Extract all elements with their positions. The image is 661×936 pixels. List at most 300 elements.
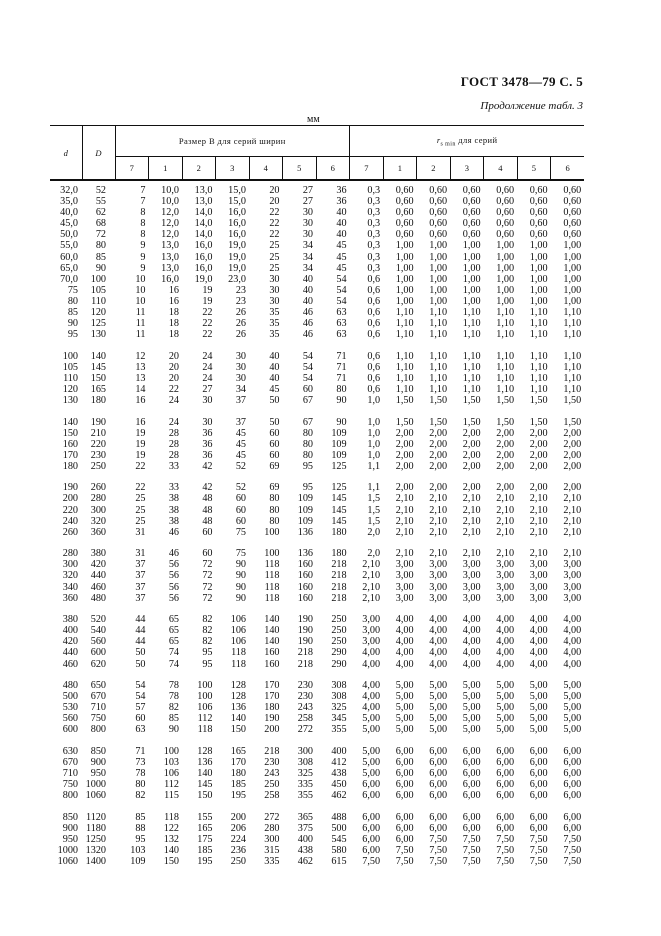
spacer-cell xyxy=(115,801,149,812)
table-cell: 100 xyxy=(264,548,280,560)
table-cell: 6,00 xyxy=(395,811,414,823)
table-cell: 1,10 xyxy=(462,361,481,373)
table-cell: 5,00 xyxy=(496,680,515,692)
series-header-row xyxy=(50,157,584,181)
spacer-cell xyxy=(350,472,384,483)
table-cell: 420 xyxy=(62,636,78,648)
table-cell: 22 xyxy=(269,218,280,230)
table-cell: 1,10 xyxy=(563,383,582,395)
table-cell: 200 xyxy=(62,493,78,505)
table-cell: 300 xyxy=(297,745,313,757)
spacer-cell xyxy=(383,604,417,615)
table-cell: 5,00 xyxy=(395,713,414,725)
table-cell: 545 xyxy=(331,834,347,846)
table-cell: 6,00 xyxy=(563,811,582,823)
table-row xyxy=(50,625,584,636)
table-cell: 8 xyxy=(140,218,146,230)
table-row xyxy=(50,285,584,296)
spacer-cell xyxy=(82,340,115,351)
table-cell: 1,00 xyxy=(563,295,582,307)
table-row xyxy=(50,296,584,307)
table-cell: 325 xyxy=(331,702,347,714)
table-cell: 60,0 xyxy=(60,251,78,263)
table-cell: 136 xyxy=(197,757,213,769)
table-cell: 6,00 xyxy=(429,822,448,834)
table-cell: 2,00 xyxy=(529,427,548,439)
table-cell: 2,00 xyxy=(496,427,515,439)
table-cell: 3,00 xyxy=(529,559,548,571)
table-cell: 6,00 xyxy=(429,745,448,757)
table-cell: 24 xyxy=(202,350,213,362)
table-cell: 0,60 xyxy=(529,218,548,230)
table-cell: 22 xyxy=(202,306,213,318)
spacer-cell xyxy=(82,604,115,615)
table-cell: 4,00 xyxy=(563,647,582,659)
table-cell: 71 xyxy=(336,372,347,384)
spacer-cell xyxy=(50,735,82,746)
table-cell: 72 xyxy=(202,581,213,593)
table-cell: 118 xyxy=(264,570,280,582)
table-cell: 2,00 xyxy=(395,427,414,439)
spacer-cell xyxy=(82,538,115,549)
table-cell: 2,00 xyxy=(462,449,481,461)
series-r-header: 4 xyxy=(484,157,518,181)
table-cell: 1,10 xyxy=(496,361,515,373)
table-cell: 4,00 xyxy=(362,691,381,703)
table-cell: 82 xyxy=(202,614,213,626)
table-cell: 5,00 xyxy=(496,713,515,725)
table-cell: 3,00 xyxy=(462,559,481,571)
table-row xyxy=(50,636,584,647)
table-cell: 136 xyxy=(297,548,313,560)
spacer-cell xyxy=(216,801,250,812)
spacer-cell xyxy=(484,604,518,615)
table-cell: 71 xyxy=(135,745,146,757)
table-cell: 2,10 xyxy=(429,493,448,505)
table-cell: 13 xyxy=(135,372,146,384)
table-cell: 10,0 xyxy=(161,185,179,197)
spacer-cell xyxy=(249,735,283,746)
table-cell: 1,00 xyxy=(429,273,448,285)
table-cell: 1,10 xyxy=(563,372,582,384)
table-cell: 6,00 xyxy=(395,790,414,802)
table-cell: 360 xyxy=(62,592,78,604)
table-cell: 6,00 xyxy=(462,790,481,802)
table-cell: 850 xyxy=(90,745,106,757)
table-cell: 1,0 xyxy=(367,427,381,439)
table-cell: 0,60 xyxy=(496,218,515,230)
table-cell: 0,6 xyxy=(367,383,381,395)
table-cell: 3,00 xyxy=(529,592,548,604)
table-cell: 120 xyxy=(90,306,106,318)
table-cell: 170 xyxy=(264,691,280,703)
table-cell: 54 xyxy=(135,691,146,703)
spacer-cell xyxy=(182,472,216,483)
table-cell: 1,10 xyxy=(429,306,448,318)
table-cell: 280 xyxy=(90,493,106,505)
table-cell: 6,00 xyxy=(462,811,481,823)
table-cell: 20 xyxy=(168,372,179,384)
table-cell: 54 xyxy=(336,295,347,307)
spacer-cell xyxy=(484,340,518,351)
table-cell: 4,00 xyxy=(362,647,381,659)
table-cell: 1,10 xyxy=(563,350,582,362)
table-cell: 14 xyxy=(135,383,146,395)
table-cell: 20 xyxy=(168,350,179,362)
spacer-cell xyxy=(551,735,585,746)
spacer-cell xyxy=(517,801,551,812)
table-cell: 112 xyxy=(197,713,213,725)
table-cell: 80 xyxy=(269,515,280,527)
table-cell: 25 xyxy=(135,504,146,516)
table-cell: 462 xyxy=(331,790,347,802)
table-cell: 82 xyxy=(168,702,179,714)
table-cell: 28 xyxy=(168,449,179,461)
spacer-cell xyxy=(350,340,384,351)
table-cell: 54 xyxy=(302,361,313,373)
table-cell: 0,60 xyxy=(462,218,481,230)
table-cell: 200 xyxy=(230,811,246,823)
table-cell: 175 xyxy=(197,834,213,846)
spacer-cell xyxy=(216,604,250,615)
series-B-header: 1 xyxy=(149,157,183,181)
table-cell: 30 xyxy=(269,284,280,296)
series-r-header: 6 xyxy=(551,157,585,181)
series-r-header: 7 xyxy=(350,157,384,181)
table-cell: 22 xyxy=(202,329,213,341)
table-cell: 2,00 xyxy=(462,438,481,450)
table-cell: 60 xyxy=(202,548,213,560)
table-cell: 52 xyxy=(95,185,106,197)
table-cell: 335 xyxy=(264,856,280,868)
table-cell: 1,5 xyxy=(367,504,381,516)
table-cell: 420 xyxy=(90,559,106,571)
table-cell: 3,00 xyxy=(529,581,548,593)
table-cell: 18 xyxy=(168,317,179,329)
table-cell: 109 xyxy=(331,449,347,461)
table-cell: 2,00 xyxy=(496,460,515,472)
table-cell: 20 xyxy=(168,361,179,373)
table-row xyxy=(50,614,584,625)
table-cell: 69 xyxy=(269,460,280,472)
table-cell: 5,00 xyxy=(529,713,548,725)
spacer-cell xyxy=(283,604,317,615)
table-row xyxy=(50,757,584,768)
spacer-cell xyxy=(484,735,518,746)
table-cell: 75 xyxy=(235,526,246,538)
table-cell: 7,50 xyxy=(362,856,381,868)
table-cell: 155 xyxy=(197,811,213,823)
table-cell: 9 xyxy=(140,262,146,274)
table-row xyxy=(50,779,584,790)
header-D: D xyxy=(82,126,115,181)
table-row xyxy=(50,768,584,779)
table-cell: 180 xyxy=(62,460,78,472)
table-cell: 6,00 xyxy=(462,745,481,757)
table-cell: 0,3 xyxy=(367,218,381,230)
table-cell: 1,10 xyxy=(529,361,548,373)
table-header xyxy=(50,126,584,181)
table-cell: 65,0 xyxy=(60,262,78,274)
table-cell: 272 xyxy=(264,811,280,823)
table-cell: 85 xyxy=(67,306,78,318)
table-cell: 5,00 xyxy=(362,713,381,725)
table-cell: 5,00 xyxy=(563,702,582,714)
table-cell: 0,60 xyxy=(395,207,414,219)
table-cell: 160 xyxy=(264,658,280,670)
table-cell: 1,00 xyxy=(395,295,414,307)
table-cell: 110 xyxy=(91,295,106,307)
table-cell: 1,10 xyxy=(496,372,515,384)
table-cell: 5,00 xyxy=(563,691,582,703)
table-cell: 136 xyxy=(230,702,246,714)
table-cell: 1,00 xyxy=(529,251,548,263)
table-cell: 1,10 xyxy=(563,317,582,329)
table-cell: 44 xyxy=(135,614,146,626)
table-cell: 118 xyxy=(231,658,246,670)
spacer-cell xyxy=(551,801,585,812)
table-cell: 250 xyxy=(331,625,347,637)
table-cell: 50 xyxy=(269,394,280,406)
table-cell: 80 xyxy=(269,493,280,505)
table-cell: 2,10 xyxy=(563,493,582,505)
spacer-cell xyxy=(551,472,585,483)
table-cell: 2,0 xyxy=(367,526,381,538)
table-cell: 1,0 xyxy=(367,438,381,450)
table-cell: 25 xyxy=(135,493,146,505)
table-cell: 3,00 xyxy=(563,592,582,604)
table-cell: 42 xyxy=(202,482,213,494)
table-cell: 25 xyxy=(269,240,280,252)
table-cell: 190 xyxy=(297,625,313,637)
table-cell: 16,0 xyxy=(194,240,213,252)
table-cell: 6,00 xyxy=(395,768,414,780)
table-cell: 6,00 xyxy=(362,790,381,802)
table-row xyxy=(50,351,584,362)
table-cell: 5,00 xyxy=(395,691,414,703)
spacer-cell xyxy=(517,472,551,483)
table-cell: 3,00 xyxy=(362,614,381,626)
table-cell: 140 xyxy=(163,845,179,857)
table-cell: 6,00 xyxy=(563,757,582,769)
table-cell: 0,60 xyxy=(429,207,448,219)
table-cell: 0,60 xyxy=(395,185,414,197)
table-cell: 0,6 xyxy=(367,295,381,307)
group-spacer xyxy=(50,472,584,483)
table-cell: 45 xyxy=(235,449,246,461)
table-cell: 2,10 xyxy=(529,493,548,505)
table-cell: 24 xyxy=(202,361,213,373)
spacer-cell xyxy=(417,340,451,351)
spacer-cell xyxy=(350,406,384,417)
table-cell: 4,00 xyxy=(529,658,548,670)
table-cell: 4,00 xyxy=(496,614,515,626)
table-cell: 1,00 xyxy=(496,240,515,252)
table-cell: 32,0 xyxy=(60,185,78,197)
table-cell: 15,0 xyxy=(228,185,246,197)
table-cell: 375 xyxy=(297,822,313,834)
table-cell: 6,00 xyxy=(529,822,548,834)
table-cell: 2,00 xyxy=(429,482,448,494)
table-cell: 60 xyxy=(269,449,280,461)
table-row xyxy=(50,559,584,570)
spacer-cell xyxy=(216,406,250,417)
table-row xyxy=(50,461,584,472)
table-cell: 55,0 xyxy=(60,240,78,252)
table-cell: 1,10 xyxy=(462,317,481,329)
table-cell: 5,00 xyxy=(362,724,381,736)
table-cell: 630 xyxy=(62,745,78,757)
table-cell: 1,00 xyxy=(563,240,582,252)
table-cell: 6,00 xyxy=(429,790,448,802)
table-cell: 280 xyxy=(264,822,280,834)
table-cell: 2,00 xyxy=(563,460,582,472)
table-cell: 140 xyxy=(264,636,280,648)
table-cell: 74 xyxy=(168,658,179,670)
table-cell: 78 xyxy=(168,680,179,692)
table-cell: 14,0 xyxy=(194,229,213,241)
spacer-cell xyxy=(50,604,82,615)
table-cell: 218 xyxy=(297,647,313,659)
table-cell: 45 xyxy=(235,438,246,450)
table-cell: 12 xyxy=(135,350,146,362)
table-cell: 2,10 xyxy=(395,548,414,560)
series-B-header: 5 xyxy=(283,157,317,181)
table-cell: 25 xyxy=(135,515,146,527)
table-cell: 30 xyxy=(302,229,313,241)
table-cell: 4,00 xyxy=(496,647,515,659)
table-cell: 27 xyxy=(302,185,313,197)
table-row xyxy=(50,516,584,527)
table-cell: 6,00 xyxy=(529,790,548,802)
table-cell: 272 xyxy=(297,724,313,736)
table-cell: 7,50 xyxy=(429,845,448,857)
table-cell: 30 xyxy=(302,207,313,219)
table-cell: 100 xyxy=(197,691,213,703)
table-cell: 1,10 xyxy=(429,329,448,341)
table-cell: 52 xyxy=(235,482,246,494)
table-cell: 36 xyxy=(336,196,347,208)
table-cell: 1,10 xyxy=(429,372,448,384)
table-cell: 2,10 xyxy=(395,504,414,516)
table-cell: 400 xyxy=(297,834,313,846)
table-cell: 60 xyxy=(235,493,246,505)
table-cell: 34 xyxy=(302,240,313,252)
table-cell: 1,10 xyxy=(395,306,414,318)
series-B-header: 4 xyxy=(249,157,283,181)
table-cell: 4,00 xyxy=(529,636,548,648)
table-cell: 16,0 xyxy=(161,273,179,285)
table-cell: 4,00 xyxy=(462,625,481,637)
spacer-cell xyxy=(149,801,183,812)
header-d: d xyxy=(50,126,82,181)
table-cell: 4,00 xyxy=(362,702,381,714)
table-cell: 28 xyxy=(168,438,179,450)
spacer-cell xyxy=(149,340,183,351)
table-cell: 2,00 xyxy=(529,482,548,494)
table-cell: 1,10 xyxy=(395,383,414,395)
spacer-cell xyxy=(316,735,350,746)
table-cell: 95 xyxy=(135,834,146,846)
table-row xyxy=(50,724,584,735)
table-cell: 7,50 xyxy=(462,856,481,868)
table-cell: 22 xyxy=(135,460,146,472)
table-cell: 2,00 xyxy=(429,438,448,450)
table-cell: 7,50 xyxy=(496,856,515,868)
spacer-cell xyxy=(551,406,585,417)
table-cell: 0,3 xyxy=(367,207,381,219)
table-cell: 243 xyxy=(264,768,280,780)
table-cell: 750 xyxy=(62,779,78,791)
table-row xyxy=(50,691,584,702)
table-cell: 1,00 xyxy=(496,295,515,307)
table-cell: 30 xyxy=(202,394,213,406)
table-cell: 56 xyxy=(168,570,179,582)
table-cell: 6,00 xyxy=(395,822,414,834)
table-cell: 14,0 xyxy=(194,218,213,230)
table-cell: 13,0 xyxy=(161,251,179,263)
table-cell: 4,00 xyxy=(362,658,381,670)
table-cell: 0,3 xyxy=(367,196,381,208)
table-cell: 90 xyxy=(336,394,347,406)
table-cell: 0,6 xyxy=(367,361,381,373)
table-cell: 118 xyxy=(264,581,280,593)
table-cell: 250 xyxy=(90,460,106,472)
table-cell: 85 xyxy=(168,713,179,725)
table-cell: 5,00 xyxy=(429,724,448,736)
table-row xyxy=(50,548,584,559)
table-cell: 180 xyxy=(230,768,246,780)
spacer-cell xyxy=(350,801,384,812)
spacer-cell xyxy=(182,340,216,351)
table-cell: 80 xyxy=(95,240,106,252)
table-cell: 40 xyxy=(302,273,313,285)
table-cell: 6,00 xyxy=(529,811,548,823)
table-row xyxy=(50,593,584,604)
table-cell: 412 xyxy=(331,757,347,769)
spacer-cell xyxy=(517,670,551,681)
table-cell: 95 xyxy=(302,482,313,494)
table-cell: 0,3 xyxy=(367,251,381,263)
table-cell: 48 xyxy=(202,515,213,527)
spacer-cell xyxy=(216,340,250,351)
spacer-cell xyxy=(517,735,551,746)
table-cell: 230 xyxy=(297,691,313,703)
table-cell: 1,10 xyxy=(496,329,515,341)
spacer-cell xyxy=(484,406,518,417)
table-cell: 1,00 xyxy=(529,284,548,296)
table-cell: 31 xyxy=(135,548,146,560)
table-cell: 0,6 xyxy=(367,284,381,296)
table-cell: 750 xyxy=(90,713,106,725)
table-cell: 0,60 xyxy=(429,229,448,241)
table-cell: 2,10 xyxy=(429,548,448,560)
table-cell: 195 xyxy=(197,856,213,868)
table-cell: 380 xyxy=(90,548,106,560)
table-cell: 85 xyxy=(95,251,106,263)
spacer-cell xyxy=(249,406,283,417)
table-cell: 335 xyxy=(297,779,313,791)
spacer-cell xyxy=(115,735,149,746)
table-cell: 160 xyxy=(297,559,313,571)
table-row xyxy=(50,582,584,593)
table-cell: 140 xyxy=(230,713,246,725)
table-cell: 3,00 xyxy=(529,570,548,582)
spacer-cell xyxy=(383,406,417,417)
table-cell: 440 xyxy=(62,647,78,659)
table-cell: 68 xyxy=(95,218,106,230)
table-cell: 4,00 xyxy=(395,614,414,626)
